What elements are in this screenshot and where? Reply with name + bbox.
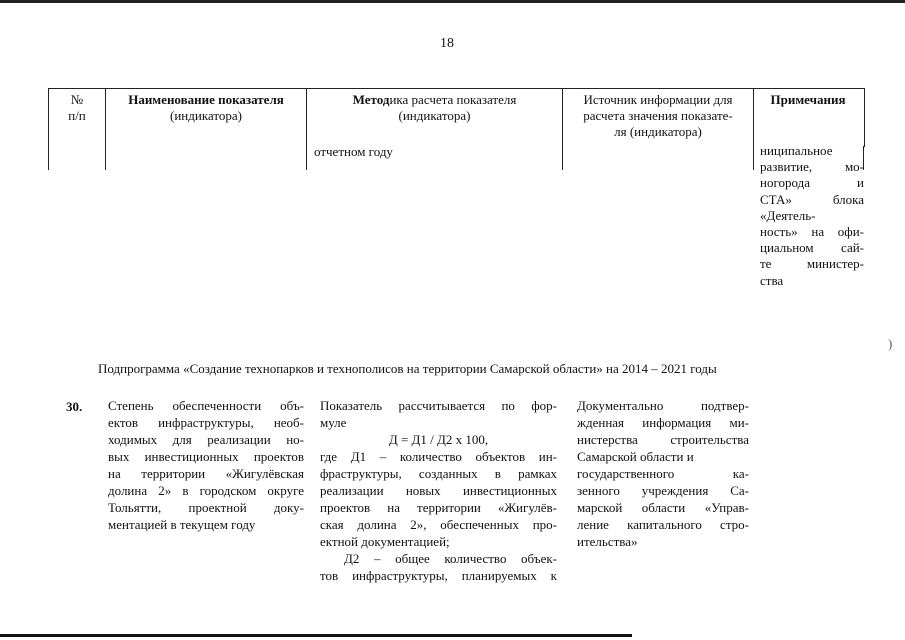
- source-line: марской области «Управ-: [577, 500, 749, 515]
- source-cell: [577, 397, 749, 550]
- source-line: нистерства строительства: [577, 432, 749, 447]
- name-line: ментацией в текущем году: [108, 517, 256, 532]
- method-cell: [320, 397, 557, 584]
- header-number: [49, 89, 106, 147]
- header-source-line1: Источник информации для: [583, 92, 733, 107]
- name-line: Степень обеспеченности объ-: [108, 398, 304, 413]
- notes-line: те министер-: [760, 256, 864, 272]
- header-name-line1: [106, 92, 306, 108]
- header-name-line2: (индикатора): [170, 108, 242, 123]
- source-line: Документально подтвер-: [577, 398, 749, 413]
- subprogram-title: Подпрограмма «Создание технопарков и технополисов на территории Самарской области» на 2014 – 2021 годы: [98, 361, 717, 376]
- source-line: зенного учреждения Са-: [577, 483, 749, 498]
- method-line: ская долина 2», обеспеченных про-: [320, 517, 557, 532]
- method-line: тов инфраструктуры, планируемых к: [320, 568, 557, 583]
- name-line: ходимых для реализации но-: [108, 432, 304, 447]
- source-line: жденная информация ми-: [577, 415, 749, 430]
- notes-line: циальном сай-: [760, 240, 864, 256]
- column-divider: [753, 146, 754, 170]
- source-line: Самарской области и: [577, 449, 694, 464]
- name-line: долина 2» в городском округе: [108, 483, 304, 498]
- header-source: [563, 89, 754, 147]
- method-line: фраструктуры, созданных в рамках: [320, 466, 557, 481]
- column-divider: [562, 146, 563, 170]
- notes-line: ность» на офи-: [760, 224, 864, 240]
- indicator-name-cell: [108, 397, 304, 533]
- name-line: на территории «Жигулёвская: [108, 466, 304, 481]
- row-number: 30.: [66, 399, 83, 414]
- method-line: проектов на территории «Жигулёв-: [320, 500, 557, 515]
- header-notes-line1: Примечания: [770, 92, 846, 107]
- header-method: [307, 89, 563, 147]
- bottom-border-line: [0, 634, 632, 637]
- continued-method-text: отчетном году: [314, 144, 393, 159]
- notes-line: ногорода и: [760, 175, 864, 191]
- header-name-bold: Наим: [128, 92, 162, 107]
- source-line: ление капитального стро-: [577, 517, 749, 532]
- column-divider: [306, 146, 307, 170]
- notes-line: СТА» блока: [760, 191, 864, 207]
- header-name-rest: енование показателя: [161, 92, 284, 107]
- continued-notes: [760, 143, 864, 289]
- method-line: реализации новых инвестиционных: [320, 483, 557, 498]
- name-line: Тольятти, проектной доку-: [108, 500, 304, 515]
- header-method-line1: [307, 92, 562, 108]
- method-line: Показатель рассчитывается по фор-: [320, 398, 557, 413]
- name-line: вых инвестиционных проектов: [108, 449, 304, 464]
- table-header: [48, 88, 865, 147]
- notes-line: развитие, мо-: [760, 159, 864, 175]
- column-divider: [105, 146, 106, 170]
- header-notes: [754, 89, 862, 147]
- top-border-line: [0, 0, 905, 3]
- header-method-line2: (индикатора): [398, 108, 471, 123]
- header-number-line2: п/п: [68, 108, 86, 123]
- notes-line: ниципальное: [760, 143, 833, 158]
- header-source-line3: ля (индикатора): [614, 124, 702, 139]
- header-method-rest: ика расчета показателя: [389, 92, 517, 107]
- method-line: муле: [320, 415, 347, 430]
- margin-mark: ): [888, 336, 893, 351]
- method-line: Д2 – общее количество объек-: [344, 551, 557, 566]
- name-line: ектов инфраструктуры, необ-: [108, 415, 304, 430]
- page-number: 18: [440, 36, 454, 51]
- notes-line: ства: [760, 272, 784, 288]
- column-divider: [48, 146, 49, 170]
- method-formula: Д = Д1 / Д2 х 100,: [388, 432, 489, 447]
- notes-line: «Деятель-: [760, 207, 816, 223]
- header-name: [106, 89, 307, 147]
- header-method-bold: Метод: [352, 92, 390, 107]
- method-line: ектной документацией;: [320, 534, 450, 549]
- header-source-line2: расчета значения показате-: [583, 108, 733, 123]
- header-number-line1: №: [70, 92, 84, 107]
- source-line: государственного ка-: [577, 466, 749, 481]
- method-line: где Д1 – количество объектов ин-: [320, 449, 557, 464]
- source-line: ительства»: [577, 534, 638, 549]
